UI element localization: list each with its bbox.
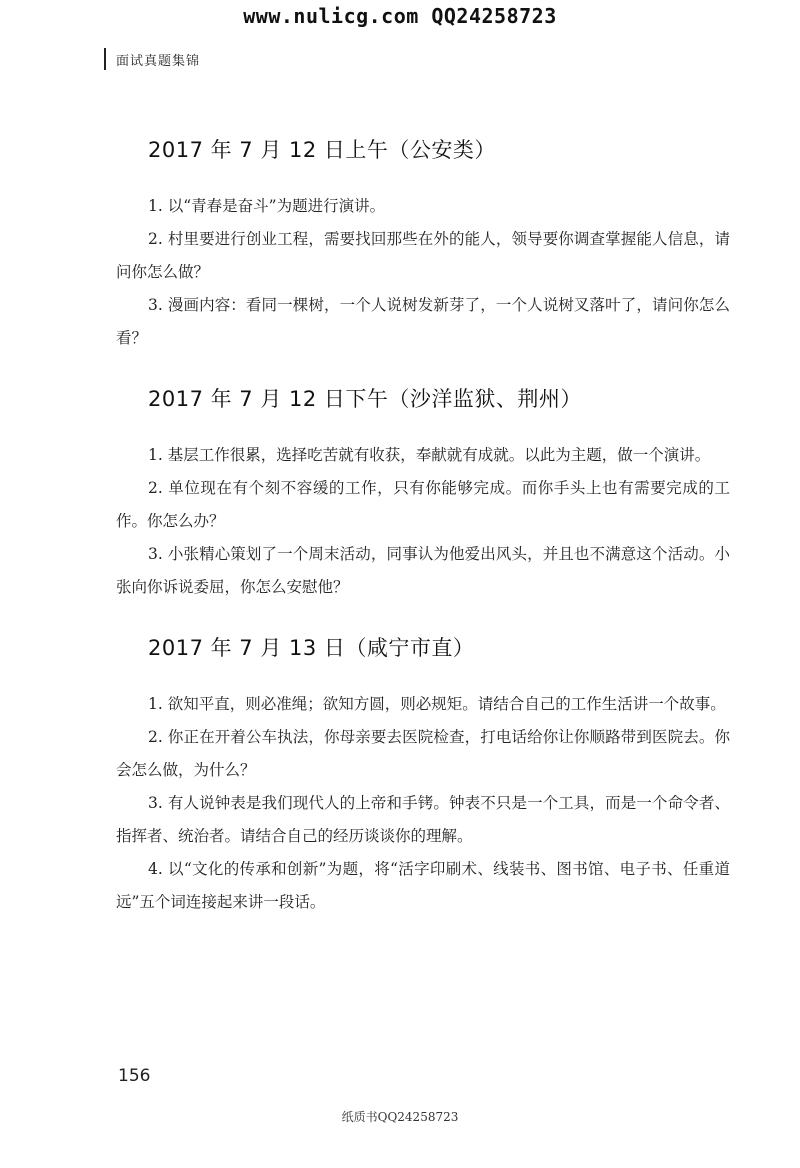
page-content [116,134,730,939]
section-gongan [116,134,730,355]
section-title: 2017 年 7 月 13 日（咸宁市直） [148,636,475,660]
section-shayang-jingzhou [116,383,730,604]
section-xianning [116,632,730,919]
section-title: 2017 年 7 月 12 日下午（沙洋监狱、荆州） [148,387,582,411]
question-item: 3. 小张精心策划了一个周末活动，同事认为他爱出风头，并且也不满意这个活动。小张向你诉说委屈，你怎么安慰他？ [116,545,730,596]
section-title: 2017 年 7 月 12 日上午（公安类） [148,138,496,162]
running-head [104,48,200,70]
question-item: 1. 以“青春是奋斗”为题进行演讲。 [148,197,386,215]
question-item: 3. 有人说钟表是我们现代人的上帝和手铐。钟表不只是一个工具，而是一个命令者、指挥者、统治者。请结合自己的经历谈谈你的理解。 [116,794,730,845]
question-item: 1. 欲知平直，则必准绳；欲知方圆，则必规矩。请结合自己的工作生活讲一个故事。 [148,695,726,713]
bottom-watermark: 纸质书QQ24258723 [341,1110,459,1124]
question-item: 2. 你正在开着公车执法，你母亲要去医院检查，打电话给你让你顺路带到医院去。你会怎么做，为什么？ [116,728,730,779]
page-number: 156 [118,1066,151,1086]
question-item: 1. 基层工作很累，选择吃苦就有收获，奉献就有成就。以此为主题，做一个演讲。 [148,446,711,464]
running-head-rule [104,48,106,70]
question-item: 2. 村里要进行创业工程，需要找回那些在外的能人，领导要你调查掌握能人信息，请问你怎么做？ [116,230,730,281]
question-item: 2. 单位现在有个刻不容缓的工作，只有你能够完成。而你手头上也有需要完成的工作。你怎么办？ [116,479,730,530]
top-watermark: www.nulicg.com QQ24258723 [243,4,557,28]
question-item: 3. 漫画内容：看同一棵树，一个人说树发新芽了，一个人说树叉落叶了，请问你怎么看？ [116,296,730,347]
running-head-label: 面试真题集锦 [116,53,201,69]
question-item: 4. 以“文化的传承和创新”为题，将“活字印刷术、线装书、图书馆、电子书、任重道远”五个词连接起来讲一段话。 [116,860,730,911]
